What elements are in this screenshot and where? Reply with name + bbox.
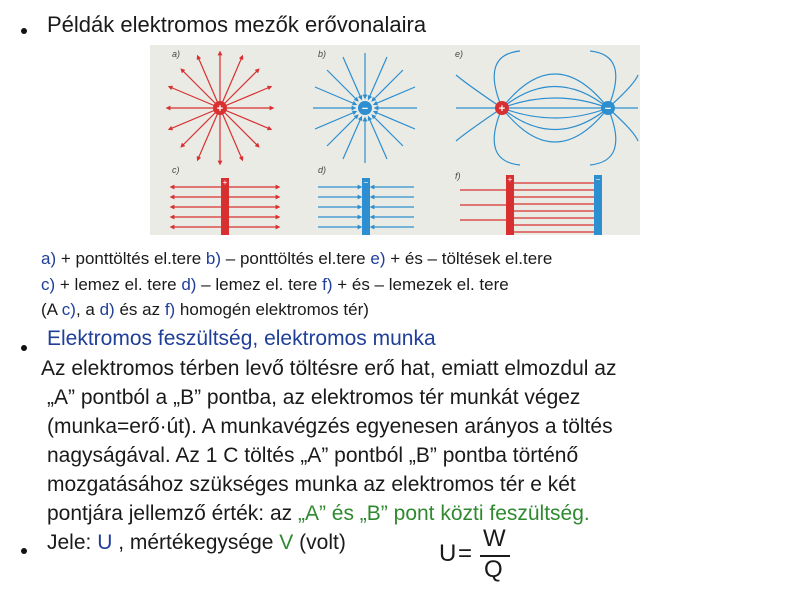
- body-line-2: „A” pontból a „B” pontba, az elektromos tér munkát végez: [47, 386, 581, 409]
- body-line-4: nagyságával. Az 1 C töltés „A” pontból „B” pontba történő: [47, 444, 579, 467]
- caption-label-f: f): [322, 275, 333, 294]
- bullet-icon: [21, 28, 27, 34]
- panel-label-a: a): [172, 49, 181, 59]
- bullet-icon: [21, 548, 27, 554]
- caption-label-c: c): [41, 275, 56, 294]
- caption-text-c: + lemez el. tere: [55, 275, 182, 294]
- caption-line-2: [41, 275, 509, 295]
- panel-label-e: e): [455, 49, 464, 59]
- body-line-3: (munka=erő·út). A munkavégzés egyenesen arányos a töltés: [47, 415, 613, 438]
- caption-text-b: – ponttöltés el.tere: [221, 249, 371, 268]
- voltage-formula: [436, 525, 516, 586]
- field-lines-figure: [150, 45, 640, 235]
- formula-equals: =: [458, 540, 473, 567]
- caption-ref-f: f): [164, 300, 176, 319]
- caption-text-e: + és – töltések el.tere: [385, 249, 553, 268]
- caption-text-f: + és – lemezek el. tere: [332, 275, 509, 294]
- caption-line-3: [41, 300, 369, 320]
- symbol-text-3: (volt): [293, 531, 346, 554]
- panel-label-c: c): [172, 165, 180, 175]
- formula-denominator: Q: [484, 556, 503, 583]
- field-lines-illustration: [150, 45, 640, 235]
- plus-sign-c: +: [222, 178, 228, 187]
- plus-sign-f: +: [507, 175, 513, 184]
- section-heading: Elektromos feszültség, elektromos munka: [47, 327, 436, 350]
- formula-numerator: W: [483, 525, 506, 552]
- caption-text-1: (A: [41, 300, 62, 319]
- plus-sign-a: +: [216, 103, 224, 115]
- minus-sign-b: −: [361, 103, 369, 115]
- negative-plate-f: [594, 175, 602, 235]
- positive-plate-f: [506, 175, 514, 235]
- body-line-1: Az elektromos térben levő töltésre erő hat, emiatt elmozdul az: [41, 357, 617, 380]
- minus-sign-d: −: [363, 178, 369, 187]
- voltage-unit: V: [279, 531, 294, 554]
- caption-text-3: és az: [114, 300, 165, 319]
- parallel-plates-field: [460, 183, 594, 232]
- symbol-unit-line: [47, 531, 346, 555]
- minus-sign-f: −: [595, 175, 601, 184]
- caption-label-e: e): [370, 249, 386, 268]
- caption-label-a: a): [41, 249, 57, 268]
- symbol-text-1: Jele:: [47, 531, 98, 554]
- caption-text-2: , a: [75, 300, 100, 319]
- bullet-icon: [21, 345, 27, 351]
- slide-title: Példák elektromos mezők erővonalaira: [47, 12, 427, 37]
- body-line-5: mozgatásához szükséges munka az elektromos tér e két: [47, 473, 576, 496]
- caption-label-d: d): [181, 275, 197, 294]
- caption-ref-d: d): [99, 300, 115, 319]
- formula-lhs: U: [439, 540, 457, 567]
- caption-line-1: [41, 249, 552, 269]
- caption-label-b: b): [205, 249, 222, 268]
- caption-ref-c: c): [61, 300, 76, 319]
- body-line-6-text: pontjára jellemző érték: az: [47, 502, 298, 525]
- panel-label-b: b): [318, 49, 327, 59]
- plus-sign-e: +: [498, 103, 506, 115]
- symbol-text-2: , mértékegysége: [112, 531, 280, 554]
- voltage-definition: „A” és „B” pont közti feszültség.: [297, 502, 590, 525]
- caption-text-d: – lemez el. tere: [196, 275, 323, 294]
- voltage-symbol: U: [97, 531, 113, 554]
- panel-label-f: f): [455, 171, 461, 181]
- panel-label-d: d): [318, 165, 327, 175]
- minus-sign-e: −: [604, 103, 612, 115]
- body-line-6: [47, 502, 590, 526]
- caption-text-4: homogén elektromos tér): [175, 300, 369, 319]
- caption-text-a: + ponttöltés el.tere: [56, 249, 206, 268]
